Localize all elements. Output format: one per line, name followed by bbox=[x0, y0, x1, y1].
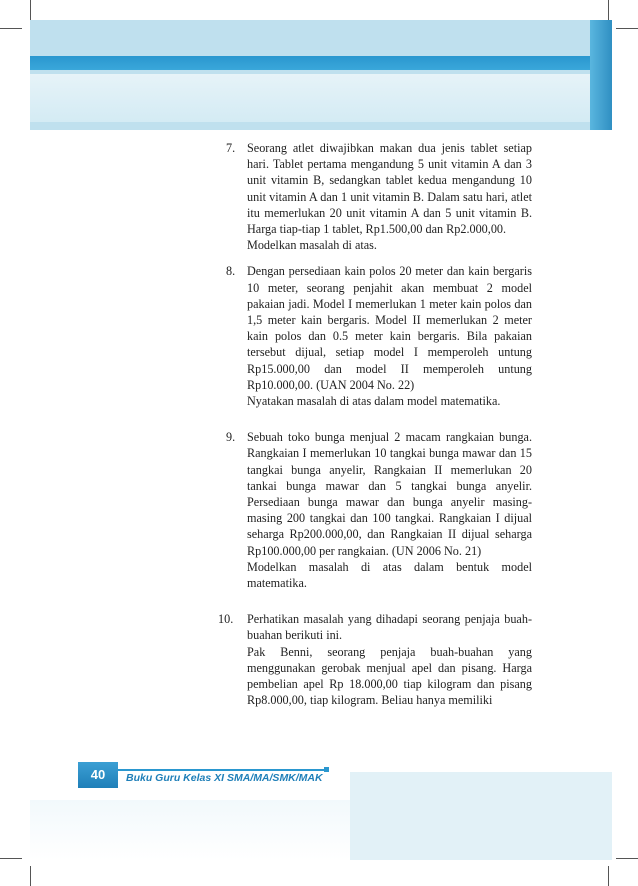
exercise-number: 10. bbox=[218, 612, 234, 627]
header-banner-light bbox=[30, 74, 612, 122]
footer-book-title: Buku Guru Kelas XI SMA/MA/SMK/MAK bbox=[126, 772, 323, 784]
footer-background bbox=[30, 800, 350, 860]
crop-mark bbox=[0, 858, 22, 859]
exercise-text: Dengan persediaan kain polos 20 meter dan kain bergaris 10 meter, seorang penjahit akan membuat 2 model pakaian jadi. Model I memerlukan 1 meter kain polos dan 1,5 meter kain bergaris. Model II memerlukan 2 meter kain polos dan 0.5 meter kain bergaris. Bila pakaian tersebut dijual, setiap model I memperoleh untung Rp15.000,00 dan model II memperoleh untung Rp10.000,00. (UAN 2004 No. 22) bbox=[247, 264, 532, 392]
crop-mark bbox=[0, 28, 22, 29]
exercise-item bbox=[226, 140, 532, 253]
crop-mark bbox=[608, 866, 609, 886]
exercise-text: Seorang atlet diwajibkan makan dua jenis tablet setiap hari. Tablet pertama mengandung 5 unit vitamin A dan 3 unit vitamin B, sedangkan tablet kedua mengandung 10 unit vitamin A dan 1 unit vitamin B. Dalam satu hari, atlet itu memerlukan 20 unit vitamin A dan 5 unit vitamin B. Harga tiap-tiap 1 tablet, Rp1.500,00 dan Rp2.000,00. bbox=[247, 141, 532, 237]
crop-mark bbox=[30, 0, 31, 20]
crop-mark bbox=[608, 0, 609, 20]
exercise-instruction: Modelkan masalah di atas dalam bentuk model matematika. bbox=[247, 559, 532, 591]
exercise-number: 9. bbox=[226, 430, 236, 445]
crop-mark bbox=[616, 858, 638, 859]
page-number: 40 bbox=[78, 762, 118, 788]
crop-mark bbox=[30, 866, 31, 886]
exercise-item bbox=[226, 429, 532, 591]
exercise-item bbox=[218, 611, 532, 708]
header-stripe bbox=[30, 56, 612, 70]
exercise-instruction: Modelkan masalah di atas. bbox=[247, 238, 377, 253]
crop-mark bbox=[616, 28, 638, 29]
exercise-number: 7. bbox=[226, 141, 236, 155]
exercise-item bbox=[226, 263, 532, 409]
header-banner-cap bbox=[590, 20, 612, 130]
exercise-text: Pak Benni, seorang penjaja buah-buahan yang menggunakan gerobak menjual apel dan pisang. Harga pembelian apel Rp 18.000,00 tiap kilogram dan pisang Rp8.000,00, tiap kilogram. Beliau hanya memiliki bbox=[247, 644, 532, 708]
exercise-instruction: Nyatakan masalah di atas dalam model matematika. bbox=[247, 394, 501, 409]
footer-panel bbox=[350, 772, 612, 860]
exercise-number: 8. bbox=[226, 264, 236, 279]
exercise-text: Sebuah toko bunga menjual 2 macam rangkaian bunga. Rangkaian I memerlukan 10 tangkai bunga mawar dan 15 tangkai bunga anyelir, Rangkaian II memerlukan 20 tankai bunga mawar dan 5 tangkai bunga anyelir. Persediaan bunga mawar dan bunga anyelir masing-masing 200 tangkai dan 100 tangkai. Rangkaian I dijual seharga Rp200.000,00, dan Rangkaian II dijual seharga Rp100.000,00 per rangkaian. (UN 2006 No. 21) bbox=[247, 430, 532, 558]
footer-rule bbox=[118, 769, 326, 771]
exercise-text: Perhatikan masalah yang dihadapi seorang penjaja buah-buahan berikuti ini. bbox=[247, 612, 532, 643]
exercise-list bbox=[218, 140, 532, 719]
